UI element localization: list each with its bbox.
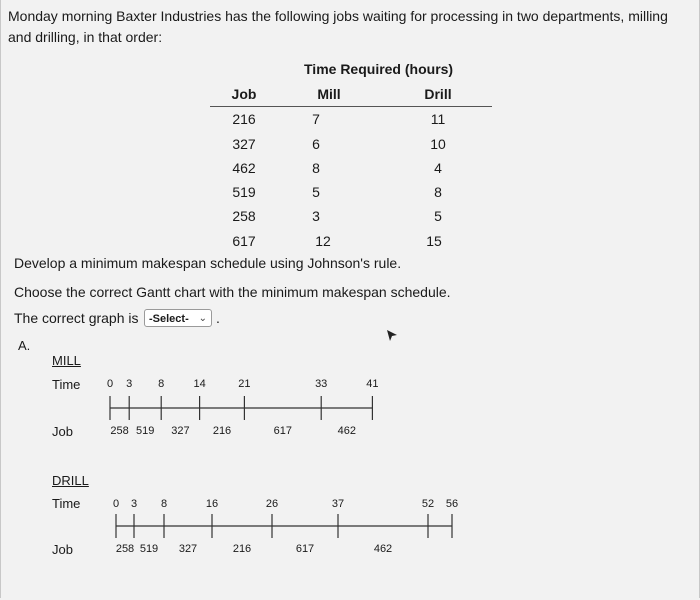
table-cell-drill: 10 <box>430 136 446 152</box>
table-group-header: Time Required (hours) <box>304 61 454 77</box>
drill-tick-label: 56 <box>445 498 459 510</box>
table-cell-job: 327 <box>232 136 256 152</box>
drill-job-label: 216 <box>232 543 252 555</box>
table-cell-job: 617 <box>232 233 256 249</box>
table-cell-mill: 3 <box>312 208 320 224</box>
drill-job-label: 519 <box>139 543 159 555</box>
answer-prefix: The correct graph is <box>14 310 139 326</box>
drill-tick-label: 3 <box>130 498 138 510</box>
drill-tick-label: 26 <box>265 498 279 510</box>
table-cell-mill: 12 <box>315 233 331 249</box>
table-cell-mill: 7 <box>312 111 320 127</box>
drill-tick-label: 16 <box>205 498 219 510</box>
mill-job-label: 258 <box>110 425 129 437</box>
option-label-a: A. <box>18 338 31 353</box>
select-value: -Select- <box>149 313 189 325</box>
mill-time-label: Time <box>52 377 81 392</box>
drill-job-label: 617 <box>295 543 315 555</box>
table-cell-drill: 15 <box>426 233 442 249</box>
drill-job-label: Job <box>52 542 73 557</box>
drill-tick-label: 0 <box>112 498 120 510</box>
drill-tick-label: 52 <box>421 498 435 510</box>
col-header-job: Job <box>231 86 257 102</box>
table-cell-job: 519 <box>232 184 256 200</box>
question-johnsons-rule: Develop a minimum makespan schedule using Johnson's rule. <box>14 255 402 271</box>
table-cell-drill: 5 <box>434 208 442 224</box>
table-cell-mill: 6 <box>312 136 320 152</box>
col-header-drill: Drill <box>424 86 452 102</box>
table-cell-drill: 8 <box>434 184 442 200</box>
mill-job-label: 216 <box>212 425 232 437</box>
problem-intro: Monday morning Baxter Industries has the following jobs waiting for processing in two departments, milling and drilling, in that order: <box>8 8 668 45</box>
drill-job-label: 258 <box>115 543 135 555</box>
drill-tick-label: 37 <box>331 498 345 510</box>
mill-job-label: Job <box>52 424 73 439</box>
mill-tick-label: 3 <box>126 378 133 390</box>
table-cell-job: 258 <box>232 208 256 224</box>
mill-job-label: 617 <box>273 425 292 437</box>
table-cell-mill: 8 <box>312 160 320 176</box>
table-cell-mill: 5 <box>312 184 320 200</box>
drill-job-label: 462 <box>373 543 393 555</box>
mill-tick-label: 33 <box>315 378 328 390</box>
mill-tick-label: 14 <box>193 378 206 390</box>
drill-chart-title: DRILL <box>52 473 89 488</box>
drill-time-label: Time <box>52 496 81 511</box>
table-cell-drill: 11 <box>430 111 446 127</box>
drill-job-label: 327 <box>178 543 198 555</box>
answer-suffix: . <box>216 310 220 326</box>
mill-chart-title: MILL <box>52 353 81 368</box>
mill-tick-label: 0 <box>106 378 114 390</box>
table-cell-job: 216 <box>232 111 256 127</box>
drill-tick-label: 8 <box>160 498 168 510</box>
chevron-down-icon: ⌄ <box>198 313 207 324</box>
mill-tick-label: 21 <box>238 378 251 390</box>
question-gantt: Choose the correct Gantt chart with the minimum makespan schedule. <box>14 284 451 300</box>
mill-tick-label: 8 <box>158 378 165 390</box>
mill-job-label: 462 <box>337 425 356 437</box>
mill-tick-label: 41 <box>366 378 379 390</box>
table-cell-drill: 4 <box>434 160 442 176</box>
mill-job-label: 519 <box>136 425 155 437</box>
table-cell-job: 462 <box>232 160 256 176</box>
col-header-mill: Mill <box>317 86 341 102</box>
mill-job-label: 327 <box>171 425 190 437</box>
